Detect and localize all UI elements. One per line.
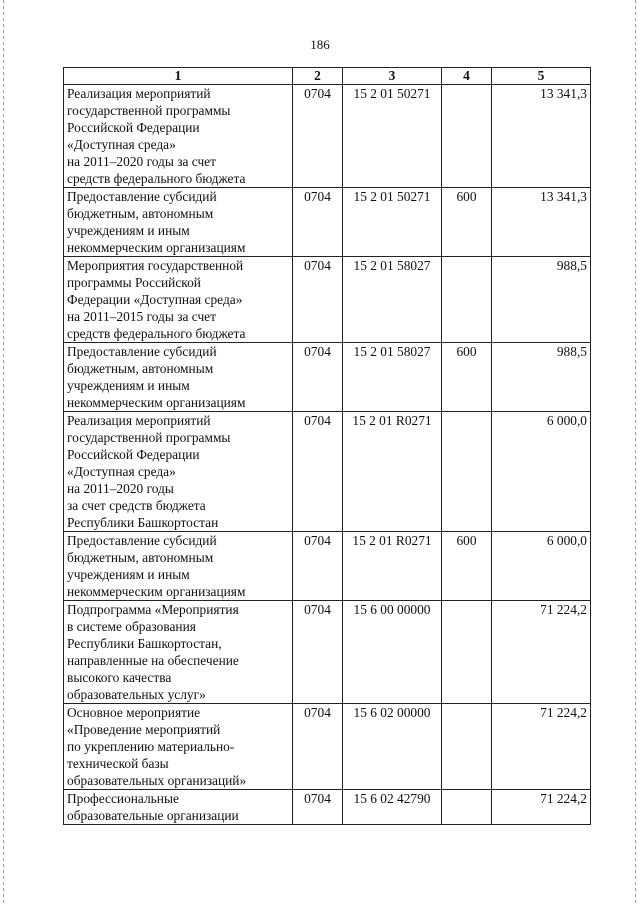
table-row: [64, 188, 591, 257]
row-expense-type: [442, 601, 492, 704]
row-target-code: 15 6 00 00000: [343, 601, 442, 704]
column-header: 1: [64, 68, 293, 85]
row-expense-type: [442, 257, 492, 343]
row-target-code: 15 2 01 58027: [343, 343, 442, 412]
row-expense-type: 600: [442, 532, 492, 601]
row-target-code: 15 6 02 42790: [343, 790, 442, 825]
row-name: Профессиональные образовательные организации: [64, 790, 293, 825]
row-target-code: 15 2 01 50271: [343, 188, 442, 257]
column-header: 2: [293, 68, 343, 85]
row-section-code: 0704: [293, 188, 343, 257]
row-expense-type: [442, 704, 492, 790]
table-row: [64, 257, 591, 343]
row-expense-type: [442, 790, 492, 825]
row-section-code: 0704: [293, 601, 343, 704]
table-row: [64, 412, 591, 532]
row-name: Подпрограмма «Мероприятия в системе образования Республики Башкортостан, направленные на обеспечение высокого качества образовательных услуг»: [64, 601, 293, 704]
row-target-code: 15 2 01 R0271: [343, 532, 442, 601]
row-amount: 71 224,2: [492, 601, 591, 704]
row-name: Основное мероприятие «Проведение мероприятий по укреплению материально- технической базы образовательных организаций»: [64, 704, 293, 790]
row-section-code: 0704: [293, 343, 343, 412]
row-target-code: 15 6 02 00000: [343, 704, 442, 790]
row-target-code: 15 2 01 R0271: [343, 412, 442, 532]
row-target-code: 15 2 01 58027: [343, 257, 442, 343]
row-name: Предоставление субсидий бюджетным, автономным учреждениям и иным некоммерческим организациям: [64, 532, 293, 601]
table-row: [64, 704, 591, 790]
row-expense-type: [442, 85, 492, 188]
row-expense-type: 600: [442, 188, 492, 257]
row-name: Реализация мероприятий государственной программы Российской Федерации «Доступная среда» на 2011–2020 годы за счет средств федерального бюджета: [64, 85, 293, 188]
table-row: [64, 790, 591, 825]
row-section-code: 0704: [293, 257, 343, 343]
page-number: 186: [310, 37, 330, 52]
table-row: [64, 85, 591, 188]
row-section-code: 0704: [293, 412, 343, 532]
budget-table: [63, 67, 591, 825]
row-section-code: 0704: [293, 532, 343, 601]
row-section-code: 0704: [293, 790, 343, 825]
row-section-code: 0704: [293, 704, 343, 790]
table-row: [64, 343, 591, 412]
row-target-code: 15 2 01 50271: [343, 85, 442, 188]
table-row: [64, 532, 591, 601]
row-amount: 13 341,3: [492, 188, 591, 257]
row-expense-type: [442, 412, 492, 532]
row-expense-type: 600: [442, 343, 492, 412]
row-name: Реализация мероприятий государственной программы Российской Федерации «Доступная среда» на 2011–2020 годы за счет средств бюджета Республики Башкортостан: [64, 412, 293, 532]
row-name: Предоставление субсидий бюджетным, автономным учреждениям и иным некоммерческим организациям: [64, 188, 293, 257]
column-header: 3: [343, 68, 442, 85]
column-header: 4: [442, 68, 492, 85]
row-section-code: 0704: [293, 85, 343, 188]
column-header: 5: [492, 68, 591, 85]
row-amount: 988,5: [492, 257, 591, 343]
scan-edge-right: [635, 0, 636, 905]
scan-edge-left: [3, 0, 4, 905]
row-name: Предоставление субсидий бюджетным, автономным учреждениям и иным некоммерческим организациям: [64, 343, 293, 412]
row-amount: 71 224,2: [492, 790, 591, 825]
row-amount: 71 224,2: [492, 704, 591, 790]
row-amount: 988,5: [492, 343, 591, 412]
table-row: [64, 601, 591, 704]
table-header-row: [64, 68, 591, 85]
row-amount: 13 341,3: [492, 85, 591, 188]
row-amount: 6 000,0: [492, 532, 591, 601]
row-amount: 6 000,0: [492, 412, 591, 532]
row-name: Мероприятия государственной программы Российской Федерации «Доступная среда» на 2011–2015 годы за счет средств федерального бюджета: [64, 257, 293, 343]
